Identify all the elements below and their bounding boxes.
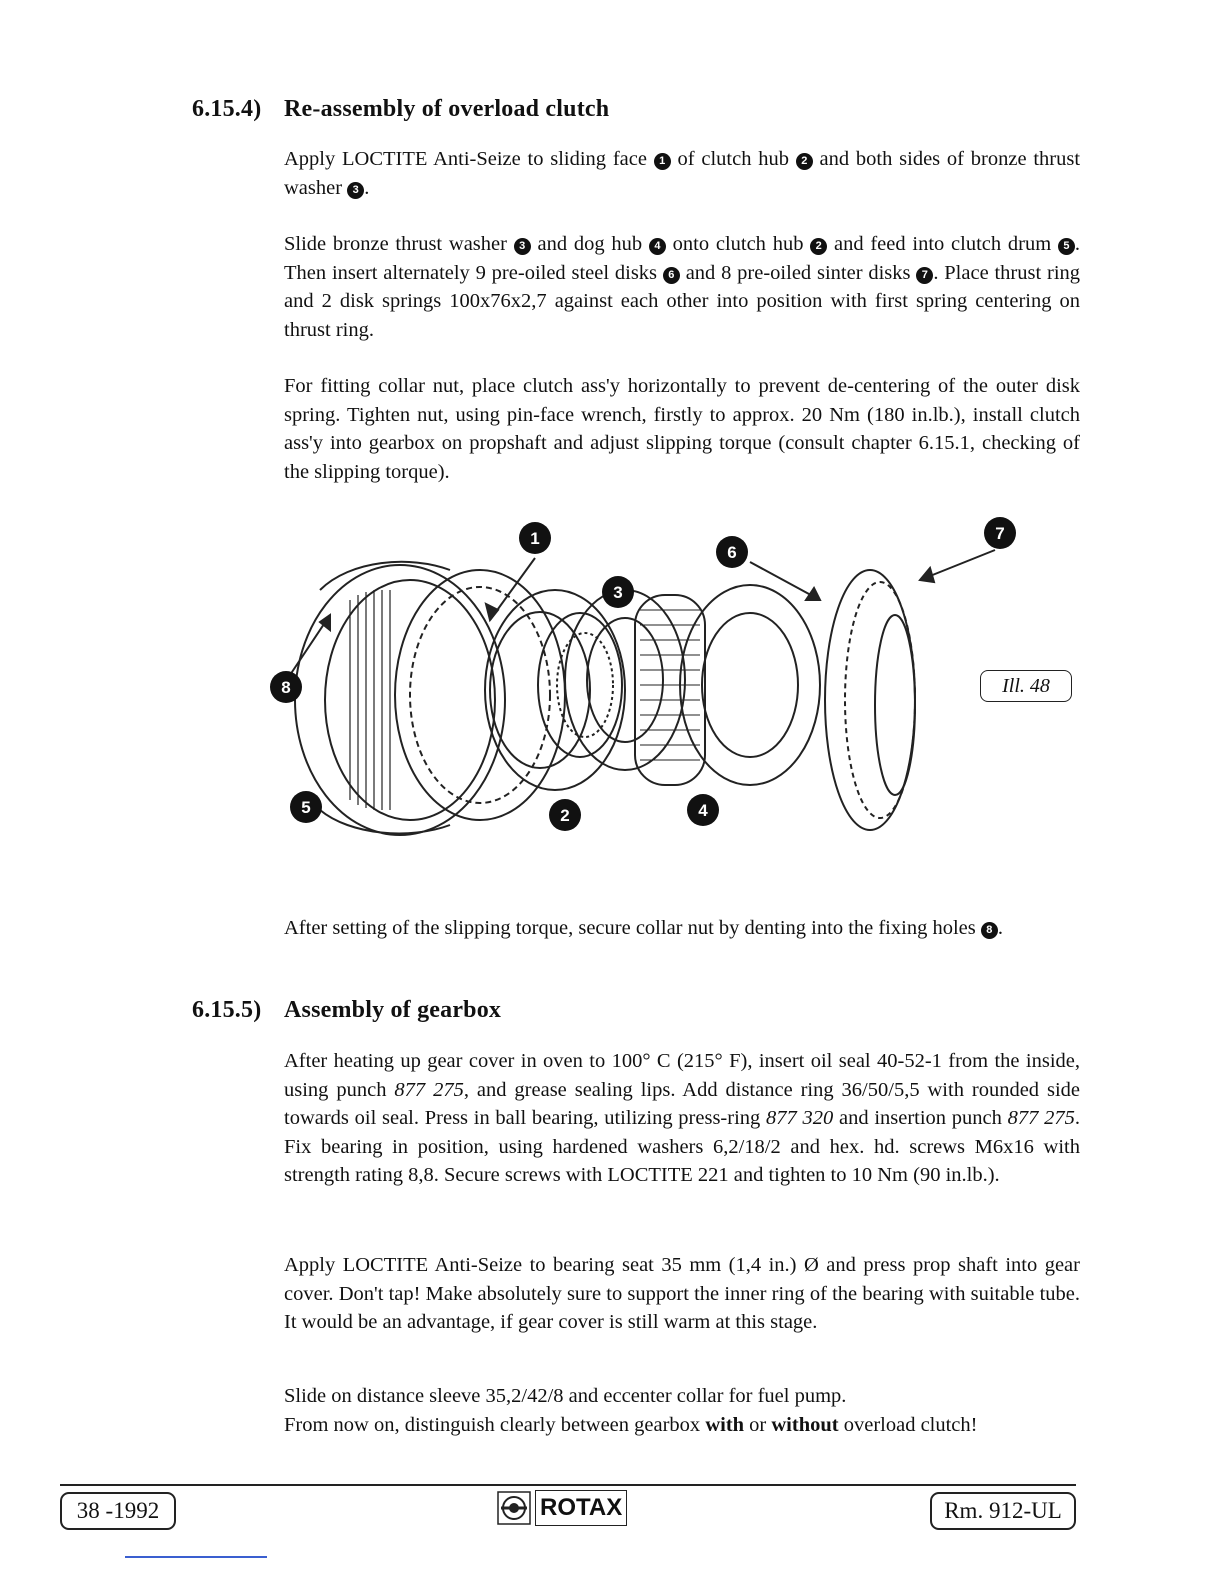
callout-4 (687, 794, 719, 826)
clutch-drum-outline (295, 565, 505, 835)
text: Slide bronze thrust washer (284, 233, 507, 255)
callout-ref: 7 (916, 267, 933, 284)
tool-number: 877 275 (394, 1078, 464, 1101)
callout-5 (290, 791, 322, 823)
footer-manual-box: Rm. 912-UL (930, 1492, 1076, 1530)
text: After setting of the slipping torque, secure collar nut by denting into the fixing holes (284, 917, 976, 939)
section-number: 6.15.4) (192, 96, 262, 122)
tool-number: 877 320 (766, 1107, 834, 1129)
text: . (997, 917, 1003, 939)
text: After heating up gear cover in oven to 100° C (215° F), insert oil seal 40-52-1 from the inside, using punch (284, 1050, 1080, 1101)
callout-6 (716, 536, 748, 568)
callout-label: 2 (560, 806, 570, 825)
callout-label: 4 (698, 801, 708, 820)
section-number: 6.15.5) (192, 997, 262, 1023)
paragraph-secure-collar-nut (284, 914, 1080, 943)
paragraph-anti-seize (284, 145, 1080, 202)
text: onto clutch hub (672, 233, 804, 255)
callout-2 (549, 799, 581, 831)
clutch-hub-outline (395, 570, 565, 820)
callout-ref: 4 (649, 238, 666, 255)
callout-1 (519, 522, 551, 554)
callout-ref: 2 (810, 238, 827, 255)
emphasis: without (771, 1413, 839, 1436)
text: For fitting collar nut, place clutch ass'y horizontally to prevent de-centering of the outer disk spring. Tighten nut, using pin-face wrench, firstly to approx. 20 Nm (180 in.lb.), install clutch ass'y into gearbox on propshaft and adjust slipping torque (consult chapter 6.15.1, checking of the slipping torque). (284, 375, 1080, 483)
section-title: Assembly of gearbox (284, 997, 502, 1023)
callout-ref: 3 (347, 182, 364, 199)
text: , and grease sealing lips. Add distance ring 36/50/5,5 with rounded side towards oil seal. Press in ball bearing, utilizing press-ring (284, 1078, 1081, 1129)
clutch-hub-teeth (410, 587, 550, 803)
callout-ref: 6 (663, 267, 680, 284)
callout-label: 7 (995, 524, 1005, 543)
footer-date-box: 38 -1992 (60, 1492, 176, 1530)
text: and insertion punch (838, 1107, 1002, 1129)
text: or (749, 1413, 767, 1436)
callout-ref: 3 (514, 238, 531, 255)
text: overload clutch! (843, 1413, 978, 1436)
text: . Place thrust ring and 2 disk springs 100x76x2,7 against each other into position with first spring centering on thrust ring. (284, 261, 1081, 341)
text: . (364, 176, 370, 199)
callout-label: 1 (530, 529, 540, 548)
illustration-label: Ill. 48 (980, 670, 1072, 702)
brand-name: ROTAX (535, 1490, 627, 1526)
text: and feed into clutch drum (833, 233, 1052, 255)
emphasis: with (705, 1413, 745, 1436)
paragraph-gear-cover (284, 1047, 1080, 1190)
text: and both sides of bronze thrust washer (284, 148, 1081, 199)
paragraph-prop-shaft (284, 1251, 1080, 1337)
rotax-emblem-icon (497, 1491, 531, 1525)
callout-label: 6 (727, 543, 737, 562)
section-title: Re-assembly of overload clutch (284, 96, 610, 122)
tool-number: 877 275 (1007, 1107, 1075, 1129)
text: Apply LOCTITE Anti-Seize to bearing seat 35 mm (1,4 in.) Ø and press prop shaft into gear cover. Don't tap! Make absolutely sure to support the inner ring of the bearing with suitable tube. It would be an advantage, if gear cover is still warm at this stage. (284, 1254, 1080, 1333)
callout-label: 5 (301, 798, 311, 817)
text: . Then insert alternately 9 pre-oiled steel disks (284, 233, 1081, 284)
text: Slide on distance sleeve 35,2/42/8 and eccenter collar for fuel pump. (284, 1385, 847, 1407)
text: and dog hub (537, 233, 643, 255)
callout-ref: 5 (1058, 238, 1075, 255)
paragraph-distance-sleeve (284, 1382, 1080, 1439)
clutch-exploded-illustration (250, 500, 1050, 860)
callout-ref: 2 (796, 153, 813, 170)
section-heading-6-15-5 (192, 997, 501, 1024)
text: Apply LOCTITE Anti-Seize to sliding face (284, 148, 647, 170)
text: . Fix bearing in position, using hardened washers 6,2/18/2 and hex. hd. screws M6x16 with strength rating 8,8. Secure screws with LOCTITE 221 and tighten to 10 Nm (90 in.lb.). (284, 1107, 1080, 1186)
callout-ref: 1 (654, 153, 671, 170)
footer-divider (60, 1484, 1076, 1486)
text: From now on, distinguish clearly between gearbox (284, 1413, 701, 1436)
text: and 8 pre-oiled sinter disks (685, 261, 911, 284)
rotax-logo (497, 1490, 627, 1526)
text: of clutch hub (677, 148, 789, 170)
callout-3 (602, 576, 634, 608)
callout-ref: 8 (981, 922, 998, 939)
callout-7 (984, 517, 1016, 549)
paragraph-slide-thrust-washer (284, 230, 1080, 344)
callout-label: 8 (281, 678, 291, 697)
callout-label: 3 (613, 583, 623, 602)
page-edge-mark (125, 1556, 267, 1558)
callout-8 (270, 671, 302, 703)
section-heading-6-15-4 (192, 96, 609, 123)
paragraph-collar-nut (284, 372, 1080, 486)
